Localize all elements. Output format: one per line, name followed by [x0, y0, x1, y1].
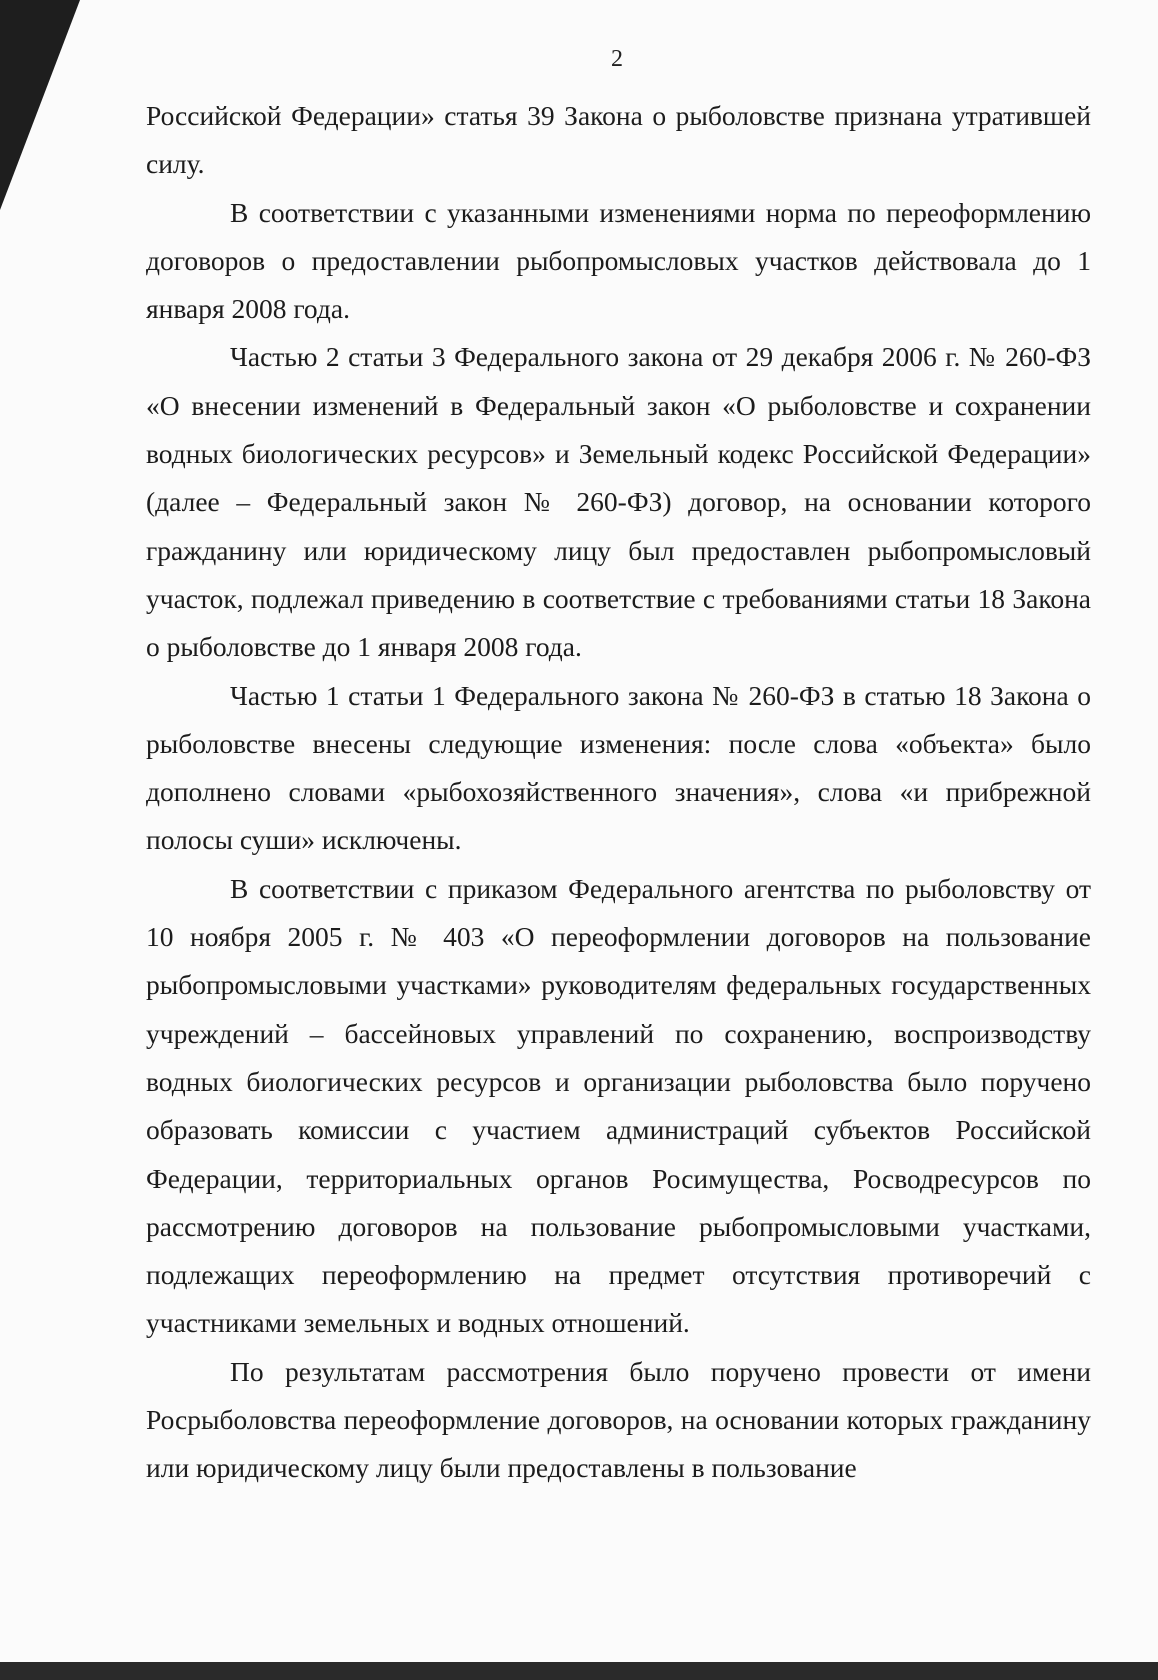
paragraph-5: В соответствии с приказом Федерального агентства по рыболовству от 10 ноября 2005 г. № 403 «О переоформлении договоров на пользование рыбопромысловыми участками» руководителям федеральных государственных учреждений – бассейновых управлений по сохранению, воспроизводству водных биологических ресурсов и организации рыболовства было поручено образовать комиссии с участием администраций субъектов Российской Федерации, территориальных органов Росимущества, Росводресурсов по рассмотрению договоров на пользование рыбопромысловыми участками, подлежащих переоформлению на предмет отсутствия противоречий с участниками земельных и водных отношений. [146, 872, 1091, 1339]
paragraph-4: Частью 1 статьи 1 Федерального закона № 260-ФЗ в статью 18 Закона о рыболовстве внесены следующие изменения: после слова «объекта» было дополнено словами «рыбохозяйственного значения», слова «и прибрежной полосы суши» исключены. [146, 679, 1091, 856]
paragraph-2: В соответствии с указанными изменениями норма по переоформлению договоров о предоставлении рыбопромысловых участков действовала до 1 января 2008 года. [146, 196, 1091, 325]
paragraph-6: По результатам рассмотрения было поручено провести от имени Росрыболовства переоформление договоров, на основании которых гражданину или юридическому лицу были предоставлены в пользование [146, 1355, 1091, 1484]
paragraph-3: Частью 2 статьи 3 Федерального закона от 29 декабря 2006 г. № 260-ФЗ «О внесении изменений в Федеральный закон «О рыболовстве и сохранении водных биологических ресурсов» и Земельный кодекс Российской Федерации» (далее – Федеральный закон № 260-ФЗ) договор, на основании которого гражданину или юридическому лицу был предоставлен рыбопромысловый участок, подлежал приведению в соответствие с требованиями статьи 18 Закона о рыболовстве до 1 января 2008 года. [146, 341, 1091, 663]
scan-bottom-edge [0, 1662, 1158, 1680]
page-number: 2 [611, 46, 623, 72]
document-body [146, 92, 1091, 1493]
scan-corner-shadow [0, 0, 80, 210]
paragraph-1: Российской Федерации» статья 39 Закона о рыболовстве признана утратившей силу. [146, 100, 1091, 180]
